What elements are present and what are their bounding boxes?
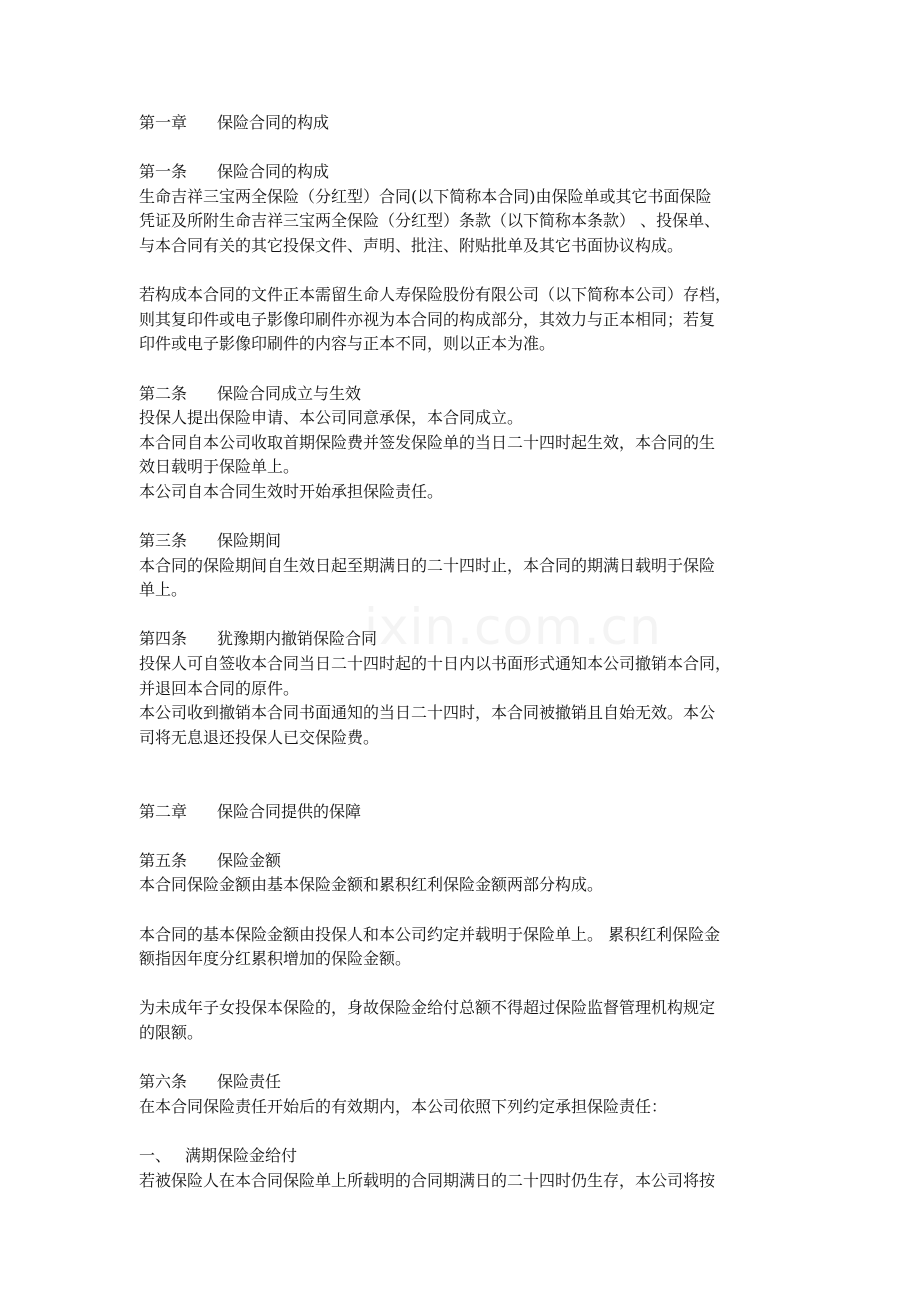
item-1-heading	[139, 1144, 791, 1169]
article-5-text-line: 为未成年子女投保本保险的，身故保险金给付总额不得超过保险监督管理机构规定	[139, 998, 716, 1018]
article-5-heading	[139, 849, 791, 874]
chapter-2-number: 第二章	[139, 801, 188, 821]
chapter-1-heading	[139, 111, 791, 136]
article-2-title: 保险合同成立与生效	[217, 383, 362, 403]
article-4-title: 犹豫期内撤销保险合同	[217, 629, 378, 649]
article-4-text-line: 司将无息退还投保人已交保险费。	[139, 727, 380, 747]
article-5-number: 第五条	[139, 850, 188, 870]
article-1-text-line: 与本合同有关的其它投保文件、声明、批注、附贴批单及其它书面协议构成。	[139, 235, 684, 255]
article-2-text-line: 本公司自本合同生效时开始承担保险责任。	[139, 481, 444, 501]
chapter-1-title: 保险合同的构成	[217, 113, 330, 132]
item-1-title: 满期保险金给付	[185, 1145, 298, 1165]
article-2-number: 第二条	[139, 383, 188, 403]
article-5-text-line: 本合同的基本保险金额由投保人和本公司约定并载明于保险单上。 累积红利保险金	[139, 924, 721, 944]
article-5-text-line: 的限额。	[139, 1022, 204, 1042]
article-6-heading	[139, 1070, 791, 1095]
document-body	[139, 111, 791, 1193]
watermark: ixin.com.cn	[364, 598, 662, 656]
chapter-2-title: 保险合同提供的保障	[217, 801, 362, 821]
article-5-text-line: 本合同保险金额由基本保险金额和累积红利保险金额两部分构成。	[139, 875, 604, 895]
article-4-number: 第四条	[139, 629, 188, 649]
article-2-text-line: 本合同自本公司收取首期保险费并签发保险单的当日二十四时起生效，本合同的生	[139, 432, 716, 452]
item-1-text-line: 若被保险人在本合同保险单上所载明的合同期满日的二十四时仍生存，本公司将按	[139, 1170, 716, 1190]
article-1-text-line: 印件或电子影像印刷件的内容与正本不同，则以正本为准。	[139, 334, 556, 354]
article-3-title: 保险期间	[217, 531, 282, 551]
chapter-1-number: 第一章	[139, 113, 188, 132]
chapter-2-heading	[139, 800, 791, 825]
item-1-number: 一、	[139, 1145, 172, 1165]
article-3-heading	[139, 529, 791, 554]
article-3-number: 第三条	[139, 531, 188, 551]
article-1-title: 保险合同的构成	[217, 162, 330, 182]
article-5-title: 保险金额	[217, 850, 282, 870]
article-2-text-line: 投保人提出保险申请、本公司同意承保，本合同成立。	[139, 408, 524, 428]
article-1-heading	[139, 160, 791, 185]
article-4-heading	[139, 627, 791, 652]
article-4-text-line: 并退回本合同的原件。	[139, 678, 300, 698]
article-1-number: 第一条	[139, 162, 188, 182]
article-1-text-line: 生命吉祥三宝两全保险（分红型）合同(以下简称本合同)由保险单或其它书面保险	[139, 186, 712, 206]
article-2-heading	[139, 382, 791, 407]
article-3-text-line: 单上。	[139, 580, 188, 600]
article-1-text-line: 则其复印件或电子影像印刷件亦视为本合同的构成部分，其效力与正本相同；若复	[139, 309, 716, 329]
article-4-text-line: 本公司收到撤销本合同书面通知的当日二十四时，本合同被撤销且自始无效。本公	[139, 703, 716, 723]
article-2-text-line: 效日载明于保险单上。	[139, 457, 300, 477]
article-6-number: 第六条	[139, 1072, 188, 1092]
article-6-title: 保险责任	[217, 1072, 282, 1092]
article-1-text-line: 若构成本合同的文件正本需留生命人寿保险股份有限公司（以下简称本公司）存档，	[139, 285, 732, 305]
article-1-text-line: 凭证及所附生命吉祥三宝两全保险（分红型）条款（以下简称本条款） 、投保单、	[139, 211, 721, 231]
article-6-text-line: 在本合同保险责任开始后的有效期内，本公司依照下列约定承担保险责任：	[139, 1096, 668, 1116]
article-4-text-line: 投保人可自签收本合同当日二十四时起的十日内以书面形式通知本公司撤销本合同，	[139, 654, 732, 674]
article-5-text-line: 额指因年度分红累积增加的保险金额。	[139, 949, 412, 969]
article-3-text-line: 本合同的保险期间自生效日起至期满日的二十四时止，本合同的期满日载明于保险	[139, 555, 716, 575]
